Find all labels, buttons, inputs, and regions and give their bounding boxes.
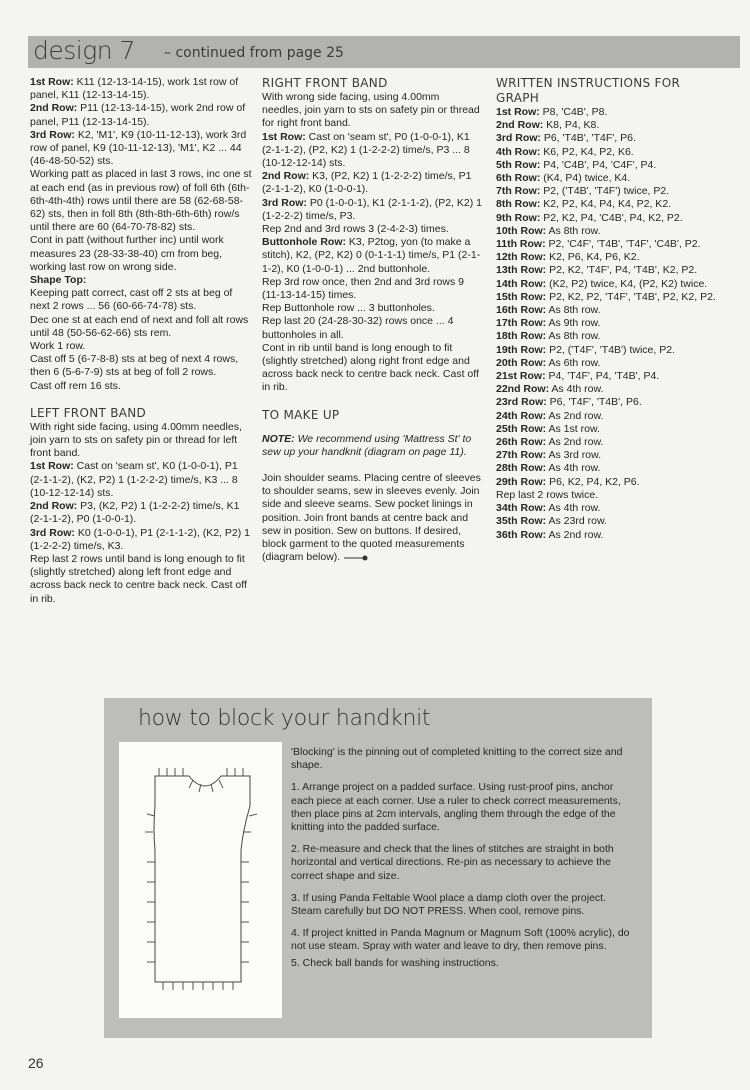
instruction-label: 29th Row: xyxy=(496,475,547,488)
make-up-text-body: Join shoulder seams. Placing centre of sleeves to shoulder seams, sew in sleeves evenly. Join side and sleeve seams. Sew pocket linings in position. Join front bands at centre back and sew in position. Sew on buttons. If desired, block garment to the quoted measurements (diagram below). xyxy=(262,472,481,564)
make-up-note xyxy=(262,433,482,459)
instruction-text: P4, 'T4F', P4, 'T4B', P4. xyxy=(545,370,660,383)
instruction-label: 1st Row: xyxy=(262,130,306,143)
instruction-text: As 3rd row. xyxy=(546,449,602,462)
note-label: NOTE: xyxy=(262,432,295,445)
right-front-band-heading: RIGHT FRONT BAND xyxy=(262,76,388,90)
instruction-line xyxy=(496,383,718,396)
instruction-line xyxy=(30,234,252,274)
instruction-line xyxy=(30,274,252,287)
instruction-text: P6, 'T4B', 'T4F', P6. xyxy=(540,132,636,145)
instruction-label: 9th Row: xyxy=(496,211,541,224)
instruction-text: With wrong side facing, using 4.00mm needles, join yarn to sts on safety pin or thread for right front band. xyxy=(262,91,480,130)
blocking-step: 3. If using Panda Feltable Wool place a damp cloth over the project. Steam carefully but DO NOT PRESS. When cool, remove pins. xyxy=(291,891,606,918)
instruction-label: 34th Row: xyxy=(496,502,547,515)
instruction-line xyxy=(496,291,718,304)
instruction-label: 26th Row: xyxy=(496,436,547,449)
instruction-line xyxy=(30,553,252,606)
column-1 xyxy=(30,76,252,606)
instruction-label: 21st Row: xyxy=(496,370,546,383)
instruction-line xyxy=(496,132,718,145)
instruction-label: 13th Row: xyxy=(496,264,547,277)
instruction-label: 6th Row: xyxy=(496,172,541,185)
graph-instructions-heading: WRITTEN INSTRUCTIONS FOR GRAPH xyxy=(496,76,681,105)
instruction-line xyxy=(496,344,718,357)
instruction-line xyxy=(496,278,718,291)
instruction-label: 19th Row: xyxy=(496,343,547,356)
header-subtitle: – continued from page 25 xyxy=(164,45,344,61)
instruction-text: As 8th row. xyxy=(546,330,601,343)
instruction-text: Rep last 20 (24-28-30-32) rows once ... 4 buttonholes in all. xyxy=(262,315,454,341)
instruction-label: 17th Row: xyxy=(496,317,547,330)
instruction-label: 35th Row: xyxy=(496,515,547,528)
blocking-step: 4. If project knitted in Panda Magnum or Magnum Soft (100% acrylic), do not use steam. Spray with water and leave to dry, then remove pins. xyxy=(291,927,630,953)
instruction-text: K6, P2, K4, P2, K6. xyxy=(540,145,634,158)
instruction-text: As 2nd row. xyxy=(546,436,604,449)
instruction-text: K2, P6, K4, P6, K2. xyxy=(546,251,640,264)
blocking-step: 'Blocking' is the pinning out of completed knitting to the correct size and shape. xyxy=(291,746,623,772)
blocking-diagram xyxy=(119,742,282,1018)
instruction-text: Dec one st at each end of next and foll alt rows until 48 (50-56-62-66) sts rem. xyxy=(30,313,249,339)
instruction-label: 18th Row: xyxy=(496,330,547,343)
make-up-heading: TO MAKE UP xyxy=(262,407,340,422)
instruction-text: K11 (12-13-14-15), work 1st row of panel, K11 (12-13-14-15). xyxy=(30,76,239,102)
instruction-text: P2, ('T4B', 'T4F') twice, P2. xyxy=(540,185,670,198)
instruction-line xyxy=(30,76,252,102)
left-front-band-heading: LEFT FRONT BAND xyxy=(30,405,147,420)
instruction-text: Working patt as placed in last 3 rows, inc one st at each end (as in previous row) of foll 6th (6th-6th-4th-4th) rows until there are 58 (62-68-58-62) sts, then in foll 8th (8th-8th-6th-6th) row/s until there are 60 (64-70-78-82) sts. xyxy=(30,168,252,234)
instruction-line xyxy=(30,287,252,313)
instruction-line xyxy=(496,449,718,462)
instruction-label: 12th Row: xyxy=(496,251,547,264)
instruction-label: 8th Row: xyxy=(496,198,541,211)
instruction-line xyxy=(30,168,252,234)
instruction-text: Cast on 'seam st', P0 (1-0-0-1), K1 (2-1-1-2), (P2, K2) 1 (1-2-2-2) time/s, P3 ... 8 (10-12-12-14) sts. xyxy=(262,130,470,170)
instruction-line xyxy=(262,276,482,302)
instruction-line xyxy=(496,304,718,317)
instruction-text: Rep 3rd row once, then 2nd and 3rd rows 9 (11-13-14-15) times. xyxy=(262,275,464,302)
instruction-line xyxy=(496,396,718,409)
instruction-line xyxy=(496,212,718,225)
instruction-line xyxy=(262,197,482,223)
instruction-line xyxy=(496,476,718,489)
instruction-label: 16th Row: xyxy=(496,304,547,317)
instruction-line xyxy=(496,502,718,515)
instruction-label: 24th Row: xyxy=(496,409,547,422)
make-up-text xyxy=(262,472,482,564)
instruction-line xyxy=(496,489,718,502)
instruction-text: P6, K2, P4, K2, P6. xyxy=(546,475,640,488)
instruction-text: P4, 'C4B', P4, 'C4F', P4. xyxy=(540,158,657,171)
instruction-text: K2, P2, K4, P4, K4, P2, K2. xyxy=(540,198,672,211)
instruction-text: K0 (1-0-0-1), P1 (2-1-1-2), (K2, P2) 1 (1-2-2-2) time/s, K3. xyxy=(30,526,250,552)
instruction-line xyxy=(496,317,718,330)
blocking-step-5: 5. Check ball bands for washing instructions. xyxy=(291,956,499,969)
instruction-text: P0 (1-0-0-1), K1 (2-1-1-2), (P2, K2) 1 (1-2-2-2) time/s, P3. xyxy=(262,196,482,222)
arrow-icon xyxy=(343,555,369,561)
instruction-line xyxy=(496,238,718,251)
header-title: design 7 xyxy=(33,36,135,65)
instruction-line xyxy=(30,460,252,500)
instruction-text: As 4th row. xyxy=(546,502,601,515)
instruction-label: 15th Row: xyxy=(496,290,547,303)
instruction-line xyxy=(30,421,252,461)
instruction-label: 23rd Row: xyxy=(496,396,547,409)
instruction-text: As 4th row. xyxy=(546,462,601,475)
instruction-text: Rep last 2 rows twice. xyxy=(496,488,599,501)
instruction-text: K3, P2tog, yon (to make a stitch), K2, (P2, K2) 0 (0-1-1-1) time/s, P1 (2-1-1-2), K0 (1-0-0-1) ... 2nd buttonhole. xyxy=(262,236,481,275)
instruction-line xyxy=(262,342,482,395)
instruction-text: P3, (K2, P2) 1 (1-2-2-2) time/s, K1 (2-1-1-2), P0 (1-0-0-1). xyxy=(30,500,240,526)
instruction-line xyxy=(496,410,718,423)
instruction-text: As 2nd row. xyxy=(546,409,604,422)
instruction-line xyxy=(496,172,718,185)
instruction-line xyxy=(30,102,252,128)
instruction-label: 2nd Row: xyxy=(496,119,544,132)
instruction-text: P2, 'C4F', 'T4B', 'T4F', 'C4B', P2. xyxy=(545,238,701,251)
instruction-text: As 8th row. xyxy=(546,224,601,237)
column-2 xyxy=(262,76,482,565)
instruction-label: 5th Row: xyxy=(496,158,541,171)
instruction-line xyxy=(496,423,718,436)
instruction-text: As 8th row. xyxy=(546,304,601,317)
instruction-label: 2nd Row: xyxy=(30,102,78,115)
instruction-text: P2, K2, 'T4F', P4, 'T4B', K2, P2. xyxy=(546,264,698,277)
instruction-text: Rep Buttonhole row ... 3 buttonholes. xyxy=(262,302,435,315)
instruction-text: P8, 'C4B', P8. xyxy=(539,106,608,118)
instruction-text: Cont in rib until band is long enough to fit (slightly stretched) along right front edge and across back neck to centre back neck. Cast off in rib. xyxy=(262,341,479,394)
instruction-text: As 4th row. xyxy=(549,383,604,396)
instruction-text: Cast off rem 16 sts. xyxy=(30,379,121,392)
instruction-line xyxy=(262,315,482,341)
instruction-text: K3, (P2, K2) 1 (1-2-2-2) time/s, P1 (2-1-1-2), K0 (1-0-0-1). xyxy=(262,170,472,196)
instruction-text: K2, 'M1', K9 (10-11-12-13), work 3rd row of panel, K9 (10-11-12-13), 'M1', K2 ... 44 (46-48-50-52) sts. xyxy=(30,128,247,168)
instruction-label: 3rd Row: xyxy=(262,196,307,209)
left-front-band-instructions xyxy=(30,421,252,606)
instruction-line xyxy=(262,302,482,315)
instruction-line xyxy=(496,198,718,211)
page-header xyxy=(28,36,740,68)
instruction-label: 36th Row: xyxy=(496,528,547,541)
instruction-line xyxy=(30,380,252,393)
instruction-label: 4th Row: xyxy=(496,145,541,158)
blocking-step: 2. Re-measure and check that the lines of stitches are straight in both horizontal and vertical directions. Re-pin as necessary to achieve the correct shape and size. xyxy=(291,843,614,882)
instruction-line xyxy=(496,185,718,198)
instruction-label: 3rd Row: xyxy=(30,526,75,539)
instruction-line xyxy=(262,91,482,131)
instruction-line xyxy=(496,264,718,277)
instruction-line xyxy=(496,370,718,383)
instruction-line xyxy=(496,159,718,172)
instruction-text: K8, P4, K8. xyxy=(543,119,600,132)
blocking-panel xyxy=(104,698,652,1038)
instruction-text: As 1st row. xyxy=(546,422,600,435)
instruction-line xyxy=(30,129,252,169)
instruction-line xyxy=(496,146,718,159)
instruction-text: With right side facing, using 4.00mm needles, join yarn to sts on safety pin or thread for left front band. xyxy=(30,420,242,460)
instruction-text: Rep 2nd and 3rd rows 3 (2-4-2-3) times. xyxy=(262,223,449,236)
instruction-text: P2, K2, P4, 'C4B', P4, K2, P2. xyxy=(540,211,683,224)
instruction-label: 2nd Row: xyxy=(30,500,78,513)
instruction-text: Cast on 'seam st', K0 (1-0-0-1), P1 (2-1-1-2), (K2, P2) 1 (1-2-2-2) time/s, K3 ... 8 (10-12-12-14) sts. xyxy=(30,460,238,499)
instruction-text: As 6th row. xyxy=(546,356,601,369)
page-number: 26 xyxy=(28,1055,44,1071)
instruction-line xyxy=(30,340,252,353)
instruction-text: As 23rd row. xyxy=(546,515,607,528)
instruction-label: 3rd Row: xyxy=(496,132,541,145)
back-instructions xyxy=(30,76,252,393)
instruction-label: 14th Row: xyxy=(496,277,547,290)
instruction-text: Keeping patt correct, cast off 2 sts at beg of next 2 rows ... 56 (60-66-74-78) sts. xyxy=(30,287,233,313)
instruction-text: P2, ('T4F', 'T4B') twice, P2. xyxy=(546,343,675,356)
instruction-text: P2, K2, P2, 'T4F', 'T4B', P2, K2, P2. xyxy=(546,290,716,303)
instruction-line xyxy=(496,225,718,238)
graph-rows xyxy=(496,106,718,542)
instruction-label: 22nd Row: xyxy=(496,383,550,396)
column-3 xyxy=(496,76,718,542)
note-text: We recommend using 'Mattress St' to sew up your handknit (diagram on page 11). xyxy=(262,432,472,458)
instruction-line xyxy=(30,500,252,526)
instruction-line xyxy=(262,131,482,171)
garment-outline-icon xyxy=(119,742,282,1018)
instruction-line xyxy=(30,353,252,379)
instruction-label: 11th Row: xyxy=(496,238,546,251)
instruction-text: As 2nd row. xyxy=(546,528,604,541)
instruction-line xyxy=(496,119,718,132)
instruction-text: As 9th row. xyxy=(546,317,601,330)
instruction-text: Cast off 5 (6-7-8-8) sts at beg of next 4 rows, then 6 (5-6-7-9) sts at beg of foll 2 rows. xyxy=(30,353,239,379)
instruction-line xyxy=(496,357,718,370)
instruction-label: 28th Row: xyxy=(496,462,547,475)
blocking-step: 1. Arrange project on a padded surface. Using rust-proof pins, anchor each piece at each corner. Use a ruler to check correct measurements, then place pins at 2cm intervals, angling them through the edge of the knitting into the padded surface. xyxy=(291,781,621,834)
instruction-label: 1st Row: xyxy=(30,460,74,473)
instruction-label: 27th Row: xyxy=(496,449,547,462)
instruction-text: Work 1 row. xyxy=(30,340,86,353)
right-front-band-instructions xyxy=(262,91,482,395)
instruction-line xyxy=(496,106,718,119)
instruction-line xyxy=(262,236,482,276)
instruction-label: 25th Row: xyxy=(496,422,547,435)
instruction-label: Shape Top: xyxy=(30,274,87,287)
instruction-label: 2nd Row: xyxy=(262,170,310,183)
instruction-text: P11 (12-13-14-15), work 2nd row of panel, P11 (12-13-14-15). xyxy=(30,102,246,128)
instruction-line xyxy=(496,251,718,264)
instruction-line xyxy=(496,529,718,542)
instruction-line xyxy=(496,330,718,343)
instruction-line xyxy=(30,527,252,553)
instruction-text: Cont in patt (without further inc) until work measures 23 (28-33-38-40) cm from beg, working last row on wrong side. xyxy=(30,234,224,273)
instruction-label: 1st Row: xyxy=(30,76,74,88)
blocking-title: how to block your handknit xyxy=(138,706,431,731)
instruction-line xyxy=(496,515,718,528)
instruction-label: 1st Row: xyxy=(496,106,540,118)
instruction-label: 10th Row: xyxy=(496,224,547,237)
instruction-line xyxy=(262,170,482,196)
instruction-line xyxy=(262,223,482,236)
instruction-line xyxy=(30,314,252,340)
instruction-label: 20th Row: xyxy=(496,356,547,369)
instruction-label: 3rd Row: xyxy=(30,128,75,141)
instruction-line xyxy=(496,436,718,449)
instruction-label: Buttonhole Row: xyxy=(262,236,346,249)
instruction-text: Rep last 2 rows until band is long enough to fit (slightly stretched) along left front edge and across back neck to centre back neck. Cast off in rib. xyxy=(30,552,247,605)
blocking-instructions xyxy=(291,746,636,979)
instruction-text: (K2, P2) twice, K4, (P2, K2) twice. xyxy=(546,277,708,290)
instruction-line xyxy=(496,462,718,475)
instruction-text: (K4, P4) twice, K4. xyxy=(540,172,631,185)
instruction-label: 7th Row: xyxy=(496,185,541,198)
instruction-text: P6, 'T4F', 'T4B', P6. xyxy=(546,396,642,409)
